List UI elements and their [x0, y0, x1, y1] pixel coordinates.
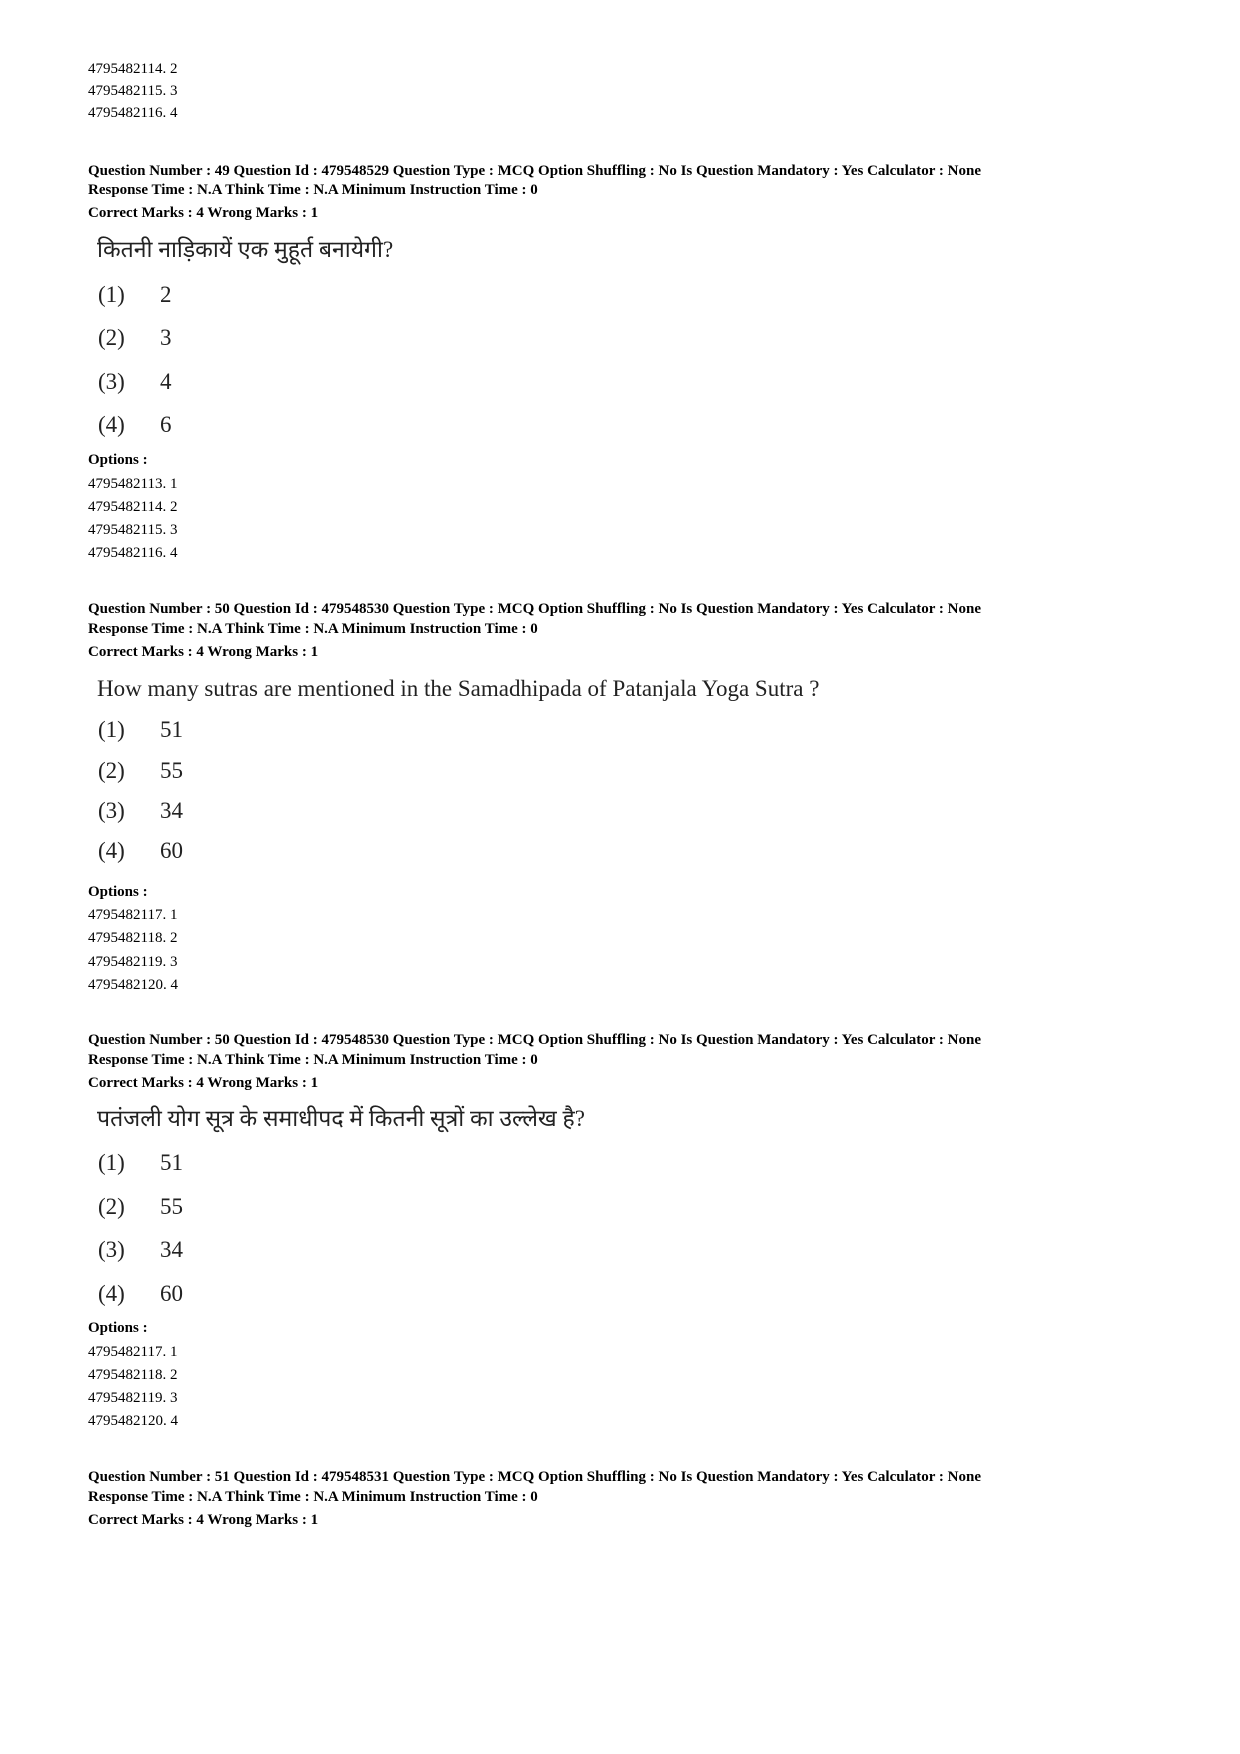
choice-row: (3) 34 [98, 1237, 183, 1262]
question-timing: Response Time : N.A Think Time : N.A Minimum Instruction Time : 0 [88, 182, 538, 198]
option-line: 4795482116. 4 [88, 105, 178, 121]
option-line: 4795482118. 2 [88, 1367, 178, 1383]
question-marks: Correct Marks : 4 Wrong Marks : 1 [88, 1075, 319, 1091]
question-marks: Correct Marks : 4 Wrong Marks : 1 [88, 205, 319, 221]
choice-row: (4) 6 [98, 412, 172, 437]
question-text: पतंजली योग सूत्र के समाधीपद में कितनी सूत्रों का उल्लेख है? [97, 1106, 585, 1131]
question-timing: Response Time : N.A Think Time : N.A Minimum Instruction Time : 0 [88, 1489, 538, 1505]
question-meta: Question Number : 51 Question Id : 479548531 Question Type : MCQ Option Shuffling : No Is Question Mandatory : Yes Calculator : None [88, 1469, 981, 1485]
option-line: 4795482113. 1 [88, 476, 178, 492]
question-meta: Question Number : 49 Question Id : 479548529 Question Type : MCQ Option Shuffling : No Is Question Mandatory : Yes Calculator : None [88, 163, 981, 179]
question-text: कितनी नाड़िकायें एक मुहूर्त बनायेगी? [97, 237, 394, 262]
question-marks: Correct Marks : 4 Wrong Marks : 1 [88, 1512, 319, 1528]
choice-row: (4) 60 [98, 838, 183, 863]
choice-row: (3) 34 [98, 798, 183, 823]
choice-row: (1) 51 [98, 717, 183, 742]
option-line: 4795482119. 3 [88, 954, 178, 970]
question-timing: Response Time : N.A Think Time : N.A Minimum Instruction Time : 0 [88, 1052, 538, 1068]
choice-row: (1) 2 [98, 282, 172, 307]
question-marks: Correct Marks : 4 Wrong Marks : 1 [88, 644, 319, 660]
option-line: 4795482115. 3 [88, 83, 178, 99]
question-timing: Response Time : N.A Think Time : N.A Minimum Instruction Time : 0 [88, 621, 538, 637]
option-line: 4795482120. 4 [88, 1413, 178, 1429]
choice-row: (1) 51 [98, 1150, 183, 1175]
option-line: 4795482119. 3 [88, 1390, 178, 1406]
choice-row: (2) 3 [98, 325, 172, 350]
options-label: Options : [88, 452, 148, 468]
question-text: How many sutras are mentioned in the Samadhipada of Patanjala Yoga Sutra ? [97, 676, 820, 701]
option-line: 4795482115. 3 [88, 522, 178, 538]
options-label: Options : [88, 1320, 148, 1336]
option-line: 4795482114. 2 [88, 61, 178, 77]
options-label: Options : [88, 884, 148, 900]
question-meta: Question Number : 50 Question Id : 479548530 Question Type : MCQ Option Shuffling : No Is Question Mandatory : Yes Calculator : None [88, 1032, 981, 1048]
choice-row: (3) 4 [98, 369, 172, 394]
choice-row: (2) 55 [98, 1194, 183, 1219]
choice-row: (2) 55 [98, 758, 183, 783]
option-line: 4795482114. 2 [88, 499, 178, 515]
choice-row: (4) 60 [98, 1281, 183, 1306]
question-meta: Question Number : 50 Question Id : 479548530 Question Type : MCQ Option Shuffling : No Is Question Mandatory : Yes Calculator : None [88, 601, 981, 617]
option-line: 4795482117. 1 [88, 1344, 178, 1360]
option-line: 4795482120. 4 [88, 977, 178, 993]
option-line: 4795482116. 4 [88, 545, 178, 561]
option-line: 4795482117. 1 [88, 907, 178, 923]
option-line: 4795482118. 2 [88, 930, 178, 946]
